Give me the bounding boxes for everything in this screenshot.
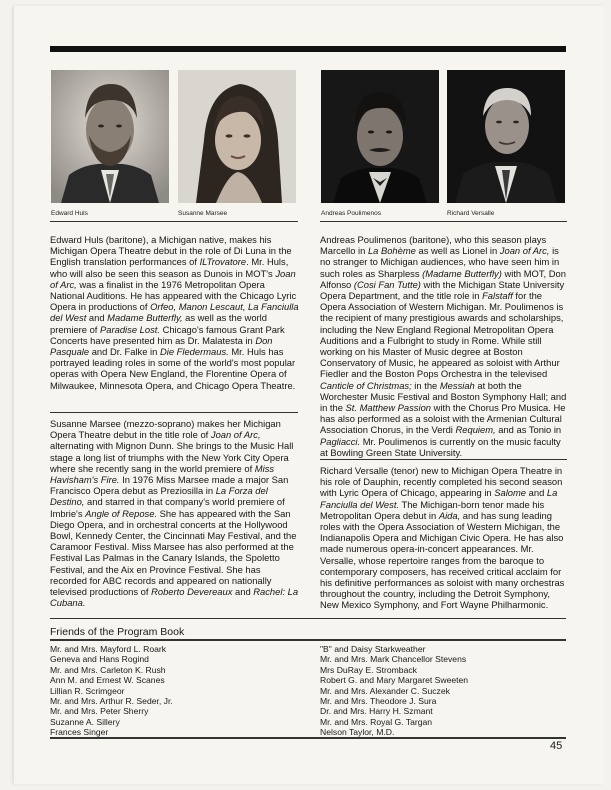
- caption-rule-left: [50, 221, 298, 222]
- caption-edward-huls: Edward Huls: [51, 210, 88, 217]
- italic-title-run: Rachel: La Cubana.: [50, 586, 299, 609]
- text-run: Andreas Poulimenos (baritone), who this season plays Marcello in: [320, 234, 547, 257]
- bio-andreas-poulimenos: [320, 234, 570, 458]
- list-item: "B" and Daisy Starkweather: [320, 644, 426, 654]
- text-run: as well as the world premiere of: [50, 312, 267, 335]
- text-run: and has sung leading roles with the Opera Association of Western Michigan, the Indianapolis Opera and Michigan Civic Opera. He has also made numerous opera-in-concert appearances. Mr. Versalle, whose repertoire ranges from the baroque to contemporary composers, has received critical acclaim for his definitive performances as soloist with many orchestras throughout the country, including the Detroit Symphony, New Mexico Symphony, and Fort Wayne Philharmonic.: [320, 509, 565, 611]
- text-run: and: [232, 586, 254, 598]
- text-run: in the: [411, 379, 440, 391]
- italic-title-run: La Forza del Destino,: [50, 485, 268, 508]
- list-item: Mrs DuRay E. Stromback: [320, 664, 417, 675]
- text-run: and starred in that company's world premiere of Imbrie's: [50, 496, 285, 519]
- list-item: Mr. and Mrs. Royal G. Targan: [320, 716, 433, 727]
- page-number: 45: [550, 740, 563, 752]
- italic-title-run: Angle of Repose.: [85, 507, 158, 519]
- text-run: Mr. Huls has portrayed leading roles in some of the world's most popular operas with Opera New England, the Florentine Opera of Milwaukee, Minnesota Opera, and Chicago Opera Theatre.: [50, 346, 296, 391]
- text-run: She has appeared with the San Diego Opera, and in orchestral concerts at the Hollywood Bowl, Kennedy Center, the Cincinnati May Festival, and the Caramoor Festival. Miss Marsee has also performed at the Festival Las Palmas in the Canary Islands, the Spoletto Festival, and the Aix en Province Festival. She has recorded for ABC records and appeared on nationally televised productions of: [50, 507, 297, 598]
- italic-title-run: Die Fledermaus.: [159, 346, 229, 358]
- text-run: Richard Versalle (tenor) new to Michigan Opera Theatre in his role of Dauphin, recently completed his second season with Lyric Opera of Chicago, appearing in: [320, 465, 563, 499]
- list-item: Frances Singer: [50, 727, 109, 738]
- text-run: In 1976 Miss Marsee made a major San Francisco Opera debut as Preziosilla in: [50, 474, 289, 497]
- italic-title-run: Joan of Arc,: [499, 245, 550, 257]
- italic-title-run: Miss Havisham's Fire.: [50, 462, 275, 486]
- photo-edward-huls: [51, 70, 169, 203]
- photo-richard-versalle: [447, 70, 565, 203]
- italic-title-run: Falstaff: [482, 290, 513, 302]
- italic-title-run: Roberto Devereaux: [151, 586, 233, 598]
- text-run: and Dr. Falke in: [89, 346, 160, 358]
- list-item: Mr. and Mrs. Theodore J. Sura: [320, 696, 437, 707]
- italic-title-run: (Madame Butterfly): [422, 267, 502, 279]
- text-run: and: [86, 312, 108, 324]
- friends-bottom-rule: [50, 737, 566, 739]
- italic-title-run: Canticle of Christmas;: [320, 379, 412, 391]
- text-run: is no stranger to Michigan audiences, who have seen him in such roles as Sharpless: [320, 245, 560, 279]
- list-item: Nelson Taylor, M.D.: [320, 727, 395, 738]
- italic-title-run: St. Matthew Passion: [345, 402, 432, 414]
- text-run: and: [526, 487, 547, 499]
- bio-divider-right: [320, 459, 567, 460]
- italic-title-run: Pagliacci.: [320, 435, 361, 447]
- italic-title-run: (Cosi Fan Tutte): [353, 278, 421, 290]
- italic-title-run: Don Pasquale: [50, 334, 273, 358]
- bio-richard-versalle: [320, 465, 570, 611]
- friends-top-rule: [50, 618, 566, 619]
- list-item: Robert G. and Mary Margaret Sweeten: [320, 675, 469, 686]
- italic-title-run: Aida,: [438, 509, 461, 521]
- text-run: . Mr. Huls, who will also be seen this season as Dunois in MOT's: [50, 256, 289, 279]
- italic-title-run: Joan of Arc,: [50, 267, 296, 290]
- friends-list-right: [320, 644, 468, 738]
- text-run: Chicago's famous Grant Park Concerts have presented him as Dr. Malatesta in: [50, 323, 285, 346]
- italic-title-run: La Fanciulla del West.: [320, 487, 558, 510]
- friends-list-left: [50, 644, 173, 738]
- list-item: Mr. and Mrs. Mark Chancellor Stevens: [320, 654, 467, 665]
- list-item: Mr. and Mrs. Alexander C. Suczek: [320, 685, 450, 696]
- list-item: Suzanne A. Sillery: [50, 716, 120, 727]
- list-item: Mr. and Mrs. Mayford L. Roark: [50, 644, 167, 654]
- photo-susanne-marsee: [178, 70, 296, 203]
- italic-title-run: Paradise Lost.: [100, 323, 160, 335]
- list-item: Mr. and Mrs. Peter Sherry: [50, 706, 149, 717]
- bio-divider-left: [50, 412, 298, 413]
- text-run: Susanne Marsee (mezzo-soprano) makes her Michigan Opera Theatre debut in the title role of: [50, 418, 281, 441]
- text-run: with the Michigan State University Opera Department, and the title role in: [320, 278, 565, 302]
- italic-title-run: La Bohème: [367, 245, 416, 257]
- text-run: with the Chorus Pro Musica. He has also performed as a soloist with the Armenian Cultural Association Chorus, in the Verdi: [320, 402, 566, 436]
- caption-susanne-marsee: Susanne Marsee: [178, 210, 228, 217]
- list-item: Ann M. and Ernest W. Scanes: [50, 675, 165, 686]
- italic-title-run: Salome: [494, 487, 527, 499]
- list-item: Dr. and Mrs. Harry H. Szmant: [320, 706, 433, 717]
- text-run: The Michigan-born tenor made his Metropolitan Opera debut in: [320, 498, 545, 521]
- italic-title-run: Messiah: [439, 379, 475, 391]
- text-run: Edward Huls (baritone), a Michigan native, makes his Michigan Opera Theatre debut in the role of Di Luna in the English translation performances of: [50, 234, 292, 268]
- caption-andreas-poulimenos: Andreas Poulimenos: [321, 210, 381, 217]
- caption-richard-versalle: Richard Versalle: [447, 210, 495, 217]
- text-run: with MOT, Don Alfonso: [320, 267, 566, 290]
- bio-susanne-marsee: [50, 418, 300, 608]
- bio-edward-huls: [50, 234, 300, 391]
- photo-andreas-poulimenos: [321, 70, 439, 203]
- italic-title-run: Orfeo, Manon Lescaut, La Fanciulla del West: [50, 301, 299, 324]
- caption-rule-right: [320, 221, 567, 222]
- text-run: as well as Lionel in: [415, 245, 500, 257]
- friends-title: Friends of the Program Book: [50, 626, 185, 638]
- text-run: was a finalist in the 1976 Metropolitan Opera National Auditions. He has appeared with the Chicago Lyric Opera in productions of: [50, 278, 297, 313]
- friends-title-rule: [50, 639, 566, 641]
- list-item: Lillian R. Scrimgeor: [50, 685, 125, 696]
- italic-title-run: Joan of Arc,: [210, 429, 261, 441]
- list-item: Mr. and Mrs. Arthur R. Seder, Jr.: [50, 696, 173, 707]
- italic-title-run: Requiem,: [455, 424, 496, 436]
- list-item: Mr. and Mrs. Carleton K. Rush: [50, 664, 166, 675]
- text-run: and as Tonio in: [495, 424, 562, 436]
- text-run: alternating with Mignon Dunn. She brings to the Music Hall stage a long list of triumphs with the New York City Opera where she recently sang in the world premiere of: [50, 440, 294, 474]
- text-run: at both the Worchester Music Festival and Boston Symphony Hall; and in the: [320, 379, 567, 414]
- text-run: Mr. Poulimenos is currently on the music faculty at Bowling Green State University.: [320, 435, 561, 458]
- top-rule: [50, 46, 566, 52]
- text-run: for the Opera Association of Western Michigan. Mr. Poulimenos is the recipient of many prestigious awards and scholarships, including the New England Regional Metropolitan Opera Auditions and a Fulbright to study in Rome. While still working on his Master of Music degree at Boston Conservatory of Music, he appeared as soloist with Arthur Fiedler and the Boston Pops Orchestra in the televised: [320, 290, 564, 380]
- italic-title-run: ILTrovatore: [199, 256, 247, 268]
- list-item: Geneva and Hans Rogind: [50, 654, 149, 665]
- italic-title-run: Madame Butterfly,: [107, 312, 183, 324]
